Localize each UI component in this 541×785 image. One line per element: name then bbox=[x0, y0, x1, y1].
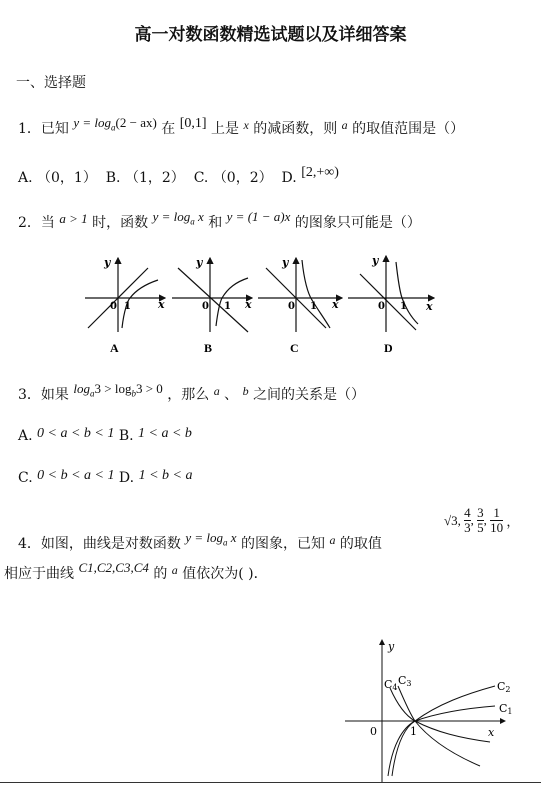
q1-function: $y = \log_a(2 - ax)$ bbox=[73, 115, 157, 133]
q4-comma: ， bbox=[506, 514, 520, 529]
q1-option-a: （0，1） bbox=[37, 170, 97, 186]
q4-one: 1 bbox=[410, 725, 417, 738]
q4-value-1-10: $\frac{1}{10}$ bbox=[490, 505, 504, 535]
q1-mid1: 在 bbox=[161, 121, 176, 137]
q2-function-2: y = (1 − a)x bbox=[226, 209, 291, 224]
q2-graph-d-label: D bbox=[384, 341, 393, 355]
q2-a-one: 1 bbox=[124, 301, 131, 312]
q1-option-c-letter: C. bbox=[193, 170, 209, 186]
q2-graph-c bbox=[258, 258, 342, 332]
q2-a-y-label: y bbox=[104, 256, 111, 269]
q4-prefix: 4．如图，曲线是对数函数 bbox=[18, 536, 181, 552]
q1-mid3: 的减函数，则 bbox=[253, 121, 338, 137]
q2-d-origin: 0 bbox=[378, 301, 385, 312]
q2-b-origin: 0 bbox=[202, 301, 209, 312]
q4-param2: a bbox=[171, 563, 178, 577]
q4-y-label: y bbox=[388, 640, 395, 653]
q3-prefix: 3．如果 bbox=[18, 387, 69, 403]
q1-option-a-letter: A. bbox=[18, 170, 33, 186]
q4-curves-drawing bbox=[388, 686, 495, 776]
q2-graph-a-label: A bbox=[110, 341, 119, 355]
question-4-line-1 bbox=[18, 530, 382, 554]
q3-var-a: a bbox=[213, 384, 220, 398]
q2-graph-c-label: C bbox=[290, 341, 299, 355]
q3-option-d-letter: D. bbox=[118, 470, 135, 486]
q3-option-a: 0 < a < b < 1 bbox=[37, 426, 115, 441]
q2-mid2: 和 bbox=[208, 215, 223, 231]
q3-mid: ，那么 bbox=[167, 387, 210, 403]
q4-axes bbox=[345, 640, 505, 782]
q4-figure bbox=[340, 636, 520, 782]
q3-option-a-letter: A. bbox=[18, 428, 33, 444]
q2-mid1: 时，函数 bbox=[92, 215, 149, 231]
q2-function-1: $y = \log_a x$ bbox=[152, 209, 204, 227]
page-title: 高一对数函数精选试题以及详细答案 bbox=[134, 25, 407, 45]
q2-a-origin: 0 bbox=[110, 301, 117, 312]
q4-curve-c4 bbox=[390, 688, 490, 742]
q3-option-b: 1 < a < b bbox=[138, 426, 192, 441]
q2-d-one: 1 bbox=[400, 301, 407, 312]
q4-mid2: 的取值 bbox=[339, 536, 382, 552]
q4-curves: C1,C2,C3,C4 bbox=[78, 560, 149, 575]
q3-option-d: 1 < b < a bbox=[138, 468, 193, 483]
q3-var-b: b bbox=[242, 384, 249, 398]
q4-value-list: √3, $\frac{4}{3}$ , $\frac{3}{5}$ , $\frac{1}{10}$ ， bbox=[444, 505, 520, 535]
q4-c3-label: C3 bbox=[398, 674, 412, 688]
section-heading: 一、选择题 bbox=[16, 75, 86, 91]
question-1 bbox=[18, 115, 465, 139]
q2-graphs bbox=[80, 250, 440, 360]
q2-d-x-label: x bbox=[426, 300, 433, 313]
q1-end: 的取值范围是（） bbox=[352, 121, 465, 137]
q1-interval: [0,1] bbox=[179, 116, 207, 131]
q2-end: 的图象只可能是（） bbox=[294, 215, 421, 231]
q3-options-row1 bbox=[18, 428, 192, 445]
q2-b-x-label: x bbox=[245, 298, 252, 311]
q4-value-4-3: $\frac{4}{3}$ bbox=[464, 505, 471, 535]
q1-var: x bbox=[243, 118, 249, 132]
q2-condition: a > 1 bbox=[59, 211, 88, 226]
q2-b-one: 1 bbox=[224, 301, 231, 312]
q4-line2-prefix: 相应于曲线 bbox=[4, 566, 74, 582]
question-3 bbox=[18, 381, 366, 405]
q1-option-b: （1，2） bbox=[124, 170, 185, 186]
question-2 bbox=[18, 209, 421, 233]
q4-param: a bbox=[329, 533, 336, 547]
q1-option-d: [2,+∞) bbox=[301, 165, 339, 180]
q2-d-y-label: y bbox=[372, 254, 379, 267]
q2-c-x-label: x bbox=[332, 298, 339, 311]
q1-option-c: （0，2） bbox=[212, 170, 273, 186]
q1-options bbox=[18, 167, 339, 187]
q2-graph-a bbox=[85, 258, 165, 332]
q1-prefix: 1．已知 bbox=[18, 121, 69, 137]
question-4-line-2 bbox=[4, 560, 268, 583]
page-bottom-divider bbox=[0, 782, 541, 783]
q3-inequality: $\log_a3 > \log_b3 > 0$ bbox=[73, 381, 163, 399]
q4-line2-mid: 的 bbox=[153, 566, 168, 582]
q2-graph-d bbox=[348, 256, 434, 332]
q4-line2-end: 值依次为( )． bbox=[182, 566, 268, 582]
q2-prefix: 2．当 bbox=[18, 215, 55, 231]
q1-param: a bbox=[341, 118, 348, 132]
q4-value-sqrt3: √3, bbox=[444, 512, 461, 528]
q4-origin: 0 bbox=[370, 725, 377, 738]
q2-b-y-label: y bbox=[196, 256, 203, 269]
q4-c4-label: C4 bbox=[384, 678, 398, 692]
q3-sep: 、 bbox=[224, 387, 239, 403]
q4-mid1: 的图象，已知 bbox=[241, 536, 326, 552]
q4-value-3-5: $\frac{3}{5}$ bbox=[477, 505, 484, 535]
q2-a-x-label: x bbox=[158, 298, 165, 311]
q3-option-c: 0 < b < a < 1 bbox=[37, 468, 115, 483]
q4-function: $y = \log_a x$ bbox=[185, 530, 237, 548]
q4-c1-label: C1 bbox=[499, 702, 513, 716]
q1-option-b-letter: B. bbox=[105, 170, 121, 186]
q3-option-c-letter: C. bbox=[18, 470, 33, 486]
q2-graph-b-label: B bbox=[204, 341, 213, 355]
q2-c-one: 1 bbox=[310, 301, 317, 312]
q1-mid2: 上是 bbox=[210, 121, 239, 137]
q2-graph-b bbox=[172, 258, 252, 332]
q2-c-origin: 0 bbox=[288, 301, 295, 312]
q2-c-y-label: y bbox=[282, 256, 289, 269]
q1-option-d-letter: D. bbox=[281, 170, 297, 186]
q3-option-b-letter: B. bbox=[118, 428, 134, 444]
q4-c2-label: C2 bbox=[497, 680, 511, 694]
q3-options-row2 bbox=[18, 470, 192, 487]
q4-x-label: x bbox=[488, 726, 495, 739]
q3-end: 之间的关系是（） bbox=[253, 387, 366, 403]
